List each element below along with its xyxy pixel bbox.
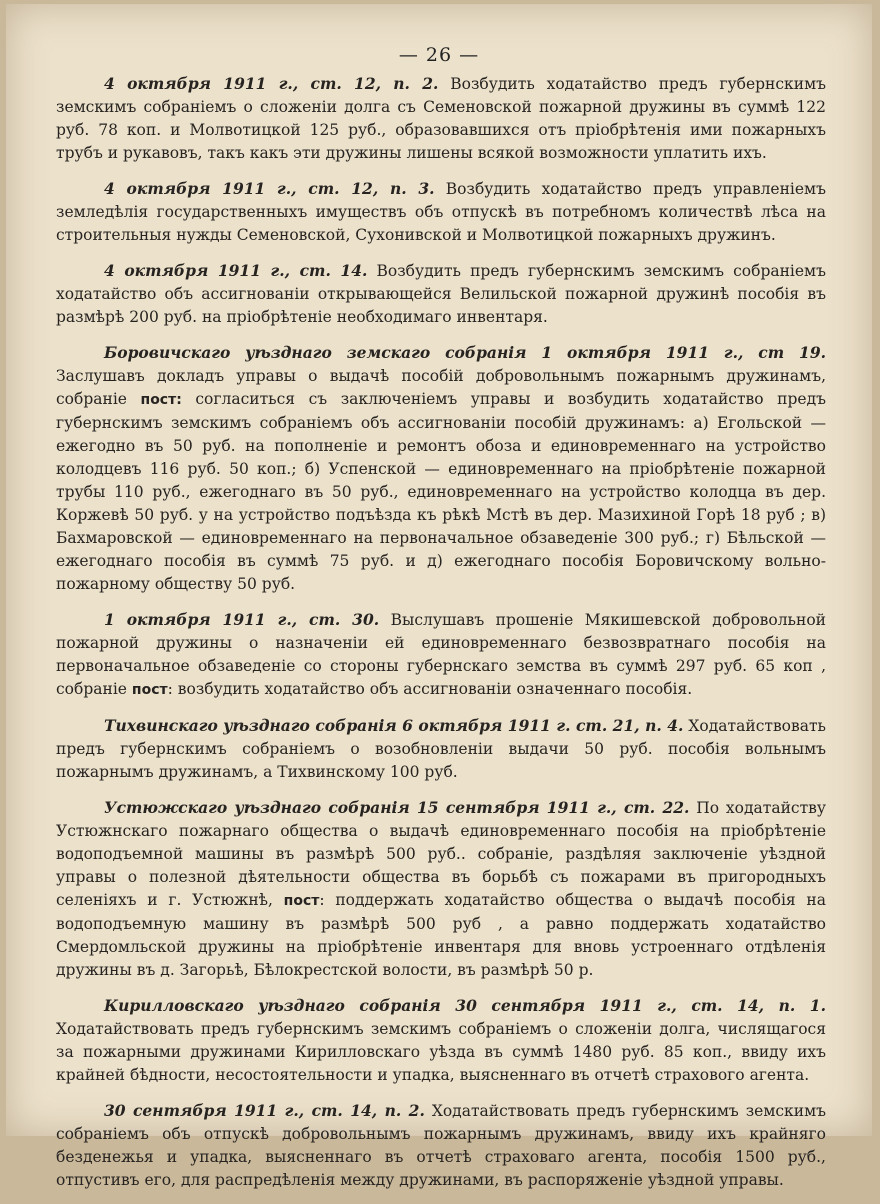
paragraph-text: Ходатайствовать предъ губернскимъ земскимъ собраніемъ объ отпускѣ добровольнымъ пожарнымъ дружинамъ, ввиду ихъ крайняго безденежья и упадка, выясненнаго въ отчетѣ страховаго агента, пособія 1500 руб., отпустивъ его, для распредѣленія между дружинами, въ распоряженіе уѣздной управы.: [56, 1102, 826, 1189]
paragraph-text: Ходатайствовать предъ губернскимъ земскимъ собраніемъ о сложеніи долга, числящагося за пожарными дружинами Кирилловскаго уѣзда въ суммѣ 1480 руб. 85 коп., ввиду ихъ крайней бѣдности, несостоятельности и упадка, выясненнаго въ отчетѣ страхового агента.: [56, 1020, 826, 1084]
paragraph-text: Заслушавъ докладъ управы о выдачѣ пособій добровольнымъ пожарнымъ дружинамъ, собраніе: [56, 367, 826, 408]
resolved-marker: пост: [131, 682, 168, 698]
resolution-reference: 30 сентября 1911 г., ст. 14, п. 2.: [104, 1101, 425, 1120]
paragraph-text: согласиться съ заключеніемъ управы и возбудить ходатайство предъ губернскимъ земскимъ собраніемъ объ ассигнованіи пособій дружинамъ: а) Егольской — ежегодно въ 50 руб. на пополненіе и ремонтъ обоза и единовременнаго на устройство колодцевъ 116 руб. 50 коп.; б) Успенской — единовременнаго на пріобрѣтеніе пожарной трубы 110 руб., ежегоднаго въ 50 руб., единовременнаго на устройство колодца въ дер. Коржевѣ 50 руб. у на устройство подъѣзда къ рѣкѣ Мстѣ въ дер. Мазихиной Горѣ 18 руб ; в) Бахмаровской — единовременнаго на первоначальное обзаведеніе 300 руб.; г) Бѣльской — ежегоднаго пособія въ суммѣ 75 руб. и д) ежегоднаго пособія Боровичскому вольно-пожарному обществу 50 руб.: [56, 390, 826, 593]
paragraph-text: Возбудить ходатайство предъ губернскимъ земскимъ собраніемъ о сложеніи долга съ Семеновской пожарной дружины въ суммѣ 122 руб. 78 коп. и Молвотицкой 125 руб., образовавшихся отъ пріобрѣтенія ими пожарныхъ трубъ и рукавовъ, такъ какъ эти дружины лишены всякой возможности уплатить ихъ.: [56, 75, 826, 162]
resolved-marker: пост: [283, 893, 320, 909]
page-number: — 26 —: [398, 44, 480, 66]
paragraph-text: Ходатайствовать предъ губернскимъ собраніемъ о возобновленіи выдачи 50 руб. пособія вольнымъ пожарнымъ дружинамъ, а Тихвинскому 100 руб.: [56, 717, 826, 781]
resolution-reference: 4 октября 1911 г., ст. 12, п. 3.: [104, 179, 435, 198]
resolution-reference: Боровичскаго уѣзднаго земскаго собранія 1 октября 1911 г., ст 19.: [104, 343, 826, 362]
paragraph-text: : поддержать ходатайство общества о выдачѣ пособія на водоподъемную машину въ размѣрѣ 500 руб , а равно поддержать ходатайство Смердомльской дружины на пріобрѣтеніе инвентаря для вновь устроеннаго отдѣленія дружины въ д. Загорьѣ, Бѣлокрестской волости, въ размѣрѣ 50 р.: [56, 891, 826, 979]
resolution-reference: Кирилловскаго уѣзднаго собранія 30 сентября 1911 г., ст. 14, п. 1.: [104, 996, 826, 1015]
paragraph-text: : возбудить ходатайство объ ассигнованіи означеннаго пособія.: [167, 680, 693, 698]
paragraph-text: По ходатайству Устюжнскаго пожарнаго общества о выдачѣ единовременнаго пособія на пріобрѣтеніе водоподъемной машины въ размѣрѣ 500 руб.. собраніе, раздѣляя заключеніе уѣздной управы о полезной дѣятельности общества въ борьбѣ съ пожарами въ пригородныхъ селеніяхъ и г. Устюжнѣ,: [56, 799, 827, 909]
paragraph: [56, 608, 826, 702]
resolution-reference: 4 октября 1911 г., ст. 14.: [104, 261, 368, 280]
paragraph: [56, 341, 826, 596]
paragraph: [56, 177, 826, 247]
paragraph-text: Выслушавъ прошеніе Мякишевской добровольной пожарной дружины о назначеніи ей единовременнаго безвозвратнаго пособія на первоначальное обзаведеніе со стороны губернскаго земства въ суммѣ 297 руб. 65 коп , собраніе: [56, 611, 826, 698]
paragraph: [56, 259, 826, 329]
paragraph: [56, 796, 826, 982]
paragraph-text: Возбудить ходатайство предъ управленіемъ земледѣлія государственныхъ имуществъ объ отпускѣ въ потребномъ количествѣ лѣса на строительныя нужды Семеновской, Сухонивской и Молвотицкой пожарныхъ дружинъ.: [56, 180, 826, 244]
paragraph-text: Возбудить предъ губернскимъ земскимъ собраніемъ ходатайство объ ассигнованіи открывающейся Велильской пожарной дружинѣ пособія въ размѣрѣ 200 руб. на пріобрѣтеніе необходимаго инвентаря.: [56, 262, 826, 326]
resolution-reference: Устюжскаго уѣзднаго собранія 15 сентября 1911 г., ст. 22.: [104, 798, 690, 817]
paragraph: [56, 714, 826, 784]
page-content: [56, 72, 826, 1204]
resolution-reference: 4 октября 1911 г., ст. 12, п. 2.: [104, 74, 439, 93]
paragraph: [56, 1099, 826, 1192]
resolution-reference: Тихвинскаго уѣзднаго собранія 6 октября 1911 г. ст. 21, п. 4.: [104, 716, 684, 735]
paragraph: [56, 994, 826, 1087]
resolution-reference: 1 октября 1911 г., ст. 30.: [104, 610, 380, 629]
paragraph: [56, 72, 826, 165]
resolved-marker: пост:: [140, 392, 182, 408]
document-page: [6, 4, 872, 1189]
